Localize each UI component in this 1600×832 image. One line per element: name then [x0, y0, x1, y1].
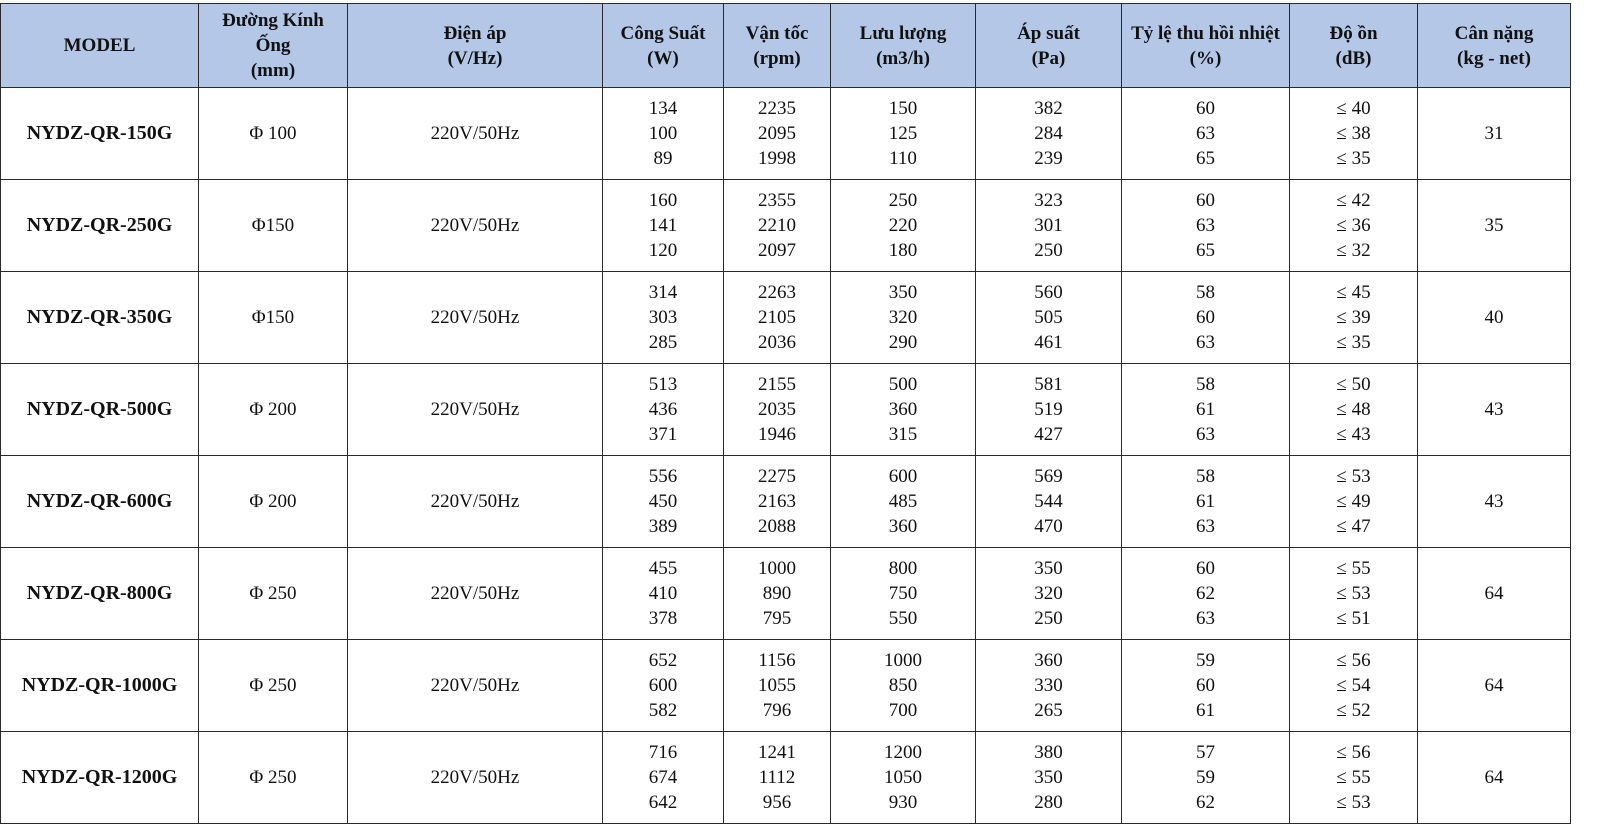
header-line: Lưu lượng [859, 22, 947, 44]
speed-cell-value: 2210 [758, 215, 796, 236]
speed-cell-value: 2155 [758, 374, 796, 395]
header-voltage [348, 4, 603, 88]
airflow-cell [831, 364, 976, 456]
heat-recovery-cell-value: 61 [1196, 700, 1215, 721]
weight-cell: 31 [1418, 88, 1571, 180]
speed-cell-value: 2263 [758, 282, 796, 303]
speed-cell-value: 1241 [758, 742, 796, 763]
heat-recovery-cell [1122, 180, 1290, 272]
model-cell: NYDZ-QR-600G [1, 456, 199, 548]
table-row [1, 272, 1571, 364]
noise-cell [1290, 272, 1418, 364]
speed-cell [724, 180, 831, 272]
header-line: (dB) [1335, 47, 1372, 69]
power-cell-value: 455 [648, 558, 678, 579]
diameter-cell: Φ 200 [199, 364, 348, 456]
diameter-cell: Φ 100 [199, 88, 348, 180]
pressure-cell-value: 350 [1034, 767, 1063, 788]
airflow-cell [831, 640, 976, 732]
model-cell: NYDZ-QR-1000G [1, 640, 199, 732]
pressure-cell-value: 569 [1034, 466, 1063, 487]
header-airflow [831, 4, 976, 88]
header-line: Điện áp [443, 22, 507, 44]
power-cell-value: 160 [648, 190, 678, 211]
noise-cell [1290, 456, 1418, 548]
header-line: Đường Kính [222, 10, 324, 31]
pressure-cell-value: 505 [1034, 307, 1063, 328]
airflow-cell-value: 500 [888, 374, 918, 395]
diameter-cell: Φ 200 [199, 456, 348, 548]
power-cell-value: 716 [648, 742, 678, 763]
pressure-cell-value: 380 [1034, 742, 1063, 763]
noise-cell-value: ≤ 42 [1336, 190, 1371, 211]
noise-cell [1290, 732, 1418, 824]
heat-recovery-cell-value: 60 [1196, 190, 1215, 211]
voltage-cell: 220V/50Hz [348, 732, 603, 824]
heat-recovery-cell-value: 63 [1196, 123, 1215, 144]
header-row [1, 4, 1571, 88]
table-row [1, 640, 1571, 732]
noise-cell [1290, 88, 1418, 180]
speed-cell-value: 2275 [758, 466, 796, 487]
power-cell-value: 371 [648, 424, 678, 445]
power-cell-value: 378 [648, 608, 678, 629]
model-cell: NYDZ-QR-250G [1, 180, 199, 272]
noise-cell-value: ≤ 36 [1336, 215, 1371, 236]
heat-recovery-cell [1122, 456, 1290, 548]
power-cell-value: 642 [648, 792, 678, 813]
speed-cell-value: 1055 [758, 675, 796, 696]
header-line: Cân nặng [1454, 22, 1534, 44]
power-cell [603, 364, 724, 456]
pressure-cell-value: 350 [1034, 558, 1063, 579]
voltage-cell: 220V/50Hz [348, 88, 603, 180]
pressure-cell-value: 280 [1034, 792, 1063, 813]
pressure-cell-value: 544 [1034, 491, 1063, 512]
speed-cell-value: 2163 [758, 491, 796, 512]
noise-cell-value: ≤ 56 [1336, 650, 1371, 671]
model-cell: NYDZ-QR-350G [1, 272, 199, 364]
speed-cell [724, 548, 831, 640]
speed-cell-value: 2088 [758, 516, 796, 537]
diameter-cell: Φ 250 [199, 732, 348, 824]
airflow-cell-value: 150 [888, 98, 918, 119]
noise-cell-value: ≤ 56 [1336, 742, 1371, 763]
header-line: Tỷ lệ thu hồi nhiệt [1131, 22, 1280, 44]
header-line: MODEL [63, 35, 136, 56]
noise-cell-value: ≤ 39 [1336, 307, 1371, 328]
noise-cell [1290, 364, 1418, 456]
airflow-cell [831, 732, 976, 824]
noise-cell-value: ≤ 55 [1336, 558, 1371, 579]
header-line: (m3/h) [876, 47, 930, 69]
pressure-cell-value: 427 [1034, 424, 1063, 445]
airflow-cell-value: 125 [888, 123, 918, 144]
speed-cell-value: 1000 [758, 558, 796, 579]
heat-recovery-cell-value: 62 [1196, 583, 1215, 604]
heat-recovery-cell-value: 60 [1196, 675, 1215, 696]
speed-cell-value: 1112 [758, 767, 796, 788]
noise-cell [1290, 180, 1418, 272]
speed-cell [724, 640, 831, 732]
noise-cell [1290, 640, 1418, 732]
pressure-cell [976, 272, 1122, 364]
power-cell-value: 141 [648, 215, 678, 236]
pressure-cell-value: 284 [1034, 123, 1063, 144]
speed-cell-value: 2355 [758, 190, 796, 211]
pressure-cell-value: 360 [1034, 650, 1063, 671]
noise-cell-value: ≤ 43 [1336, 424, 1371, 445]
table-row [1, 456, 1571, 548]
pressure-cell-value: 461 [1034, 332, 1063, 353]
noise-cell-value: ≤ 48 [1336, 399, 1371, 420]
heat-recovery-cell-value: 60 [1196, 98, 1215, 119]
airflow-cell-value: 180 [888, 240, 918, 261]
noise-cell [1290, 548, 1418, 640]
header-diameter [199, 4, 348, 88]
pressure-cell-value: 250 [1034, 240, 1063, 261]
power-cell [603, 456, 724, 548]
diameter-cell: Φ150 [199, 272, 348, 364]
header-noise [1290, 4, 1418, 88]
model-cell: NYDZ-QR-150G [1, 88, 199, 180]
pressure-cell-value: 519 [1034, 399, 1063, 420]
voltage-cell: 220V/50Hz [348, 456, 603, 548]
spec-table [0, 3, 1571, 824]
airflow-cell-value: 600 [888, 466, 918, 487]
diameter-cell: Φ150 [199, 180, 348, 272]
heat-recovery-cell-value: 63 [1196, 516, 1215, 537]
airflow-cell-value: 290 [888, 332, 918, 353]
heat-recovery-cell-value: 63 [1196, 608, 1215, 629]
heat-recovery-cell-value: 65 [1196, 148, 1215, 169]
heat-recovery-cell-value: 58 [1196, 466, 1215, 487]
speed-cell-value: 890 [762, 583, 792, 604]
power-cell-value: 100 [648, 123, 678, 144]
pressure-cell-value: 470 [1034, 516, 1063, 537]
header-line: Áp suất [1017, 22, 1080, 44]
diameter-cell: Φ 250 [199, 548, 348, 640]
noise-cell-value: ≤ 55 [1336, 767, 1371, 788]
heat-recovery-cell-value: 62 [1196, 792, 1215, 813]
noise-cell-value: ≤ 52 [1336, 700, 1371, 721]
weight-cell: 64 [1418, 640, 1571, 732]
airflow-cell-value: 250 [888, 190, 918, 211]
model-cell: NYDZ-QR-1200G [1, 732, 199, 824]
heat-recovery-cell [1122, 272, 1290, 364]
heat-recovery-cell-value: 60 [1196, 558, 1215, 579]
header-line: Độ ồn [1329, 22, 1378, 44]
pressure-cell [976, 548, 1122, 640]
power-cell-value: 436 [648, 399, 678, 420]
speed-cell-value: 956 [762, 792, 792, 813]
pressure-cell-value: 330 [1034, 675, 1063, 696]
noise-cell-value: ≤ 38 [1336, 123, 1371, 144]
speed-cell-value: 2036 [758, 332, 796, 353]
weight-cell: 35 [1418, 180, 1571, 272]
power-cell-value: 410 [648, 583, 678, 604]
heat-recovery-cell-value: 57 [1196, 742, 1215, 763]
header-line: (rpm) [753, 47, 801, 69]
power-cell-value: 303 [648, 307, 678, 328]
airflow-cell-value: 220 [888, 215, 918, 236]
noise-cell-value: ≤ 35 [1336, 148, 1371, 169]
pressure-cell [976, 364, 1122, 456]
noise-cell-value: ≤ 47 [1336, 516, 1371, 537]
heat-recovery-cell-value: 61 [1196, 399, 1215, 420]
noise-cell-value: ≤ 53 [1336, 583, 1371, 604]
pressure-cell [976, 732, 1122, 824]
airflow-cell-value: 1200 [884, 742, 922, 763]
airflow-cell [831, 88, 976, 180]
pressure-cell-value: 239 [1034, 148, 1063, 169]
header-line: (W) [647, 47, 679, 69]
header-line: (Pa) [1031, 47, 1066, 69]
airflow-cell-value: 1000 [884, 650, 922, 671]
airflow-cell [831, 272, 976, 364]
power-cell-value: 89 [653, 148, 673, 169]
table-row [1, 364, 1571, 456]
noise-cell-value: ≤ 49 [1336, 491, 1371, 512]
airflow-cell-value: 550 [888, 608, 918, 629]
voltage-cell: 220V/50Hz [348, 548, 603, 640]
pressure-cell-value: 301 [1034, 215, 1063, 236]
header-line: (kg - net) [1457, 47, 1531, 69]
header-line: (mm) [250, 60, 296, 81]
airflow-cell [831, 456, 976, 548]
weight-cell: 64 [1418, 548, 1571, 640]
header-weight [1418, 4, 1571, 88]
voltage-cell: 220V/50Hz [348, 272, 603, 364]
speed-cell-value: 2097 [758, 240, 796, 261]
speed-cell [724, 456, 831, 548]
speed-cell-value: 795 [762, 608, 792, 629]
pressure-cell-value: 250 [1034, 608, 1063, 629]
airflow-cell-value: 930 [888, 792, 918, 813]
heat-recovery-cell-value: 58 [1196, 374, 1215, 395]
weight-cell: 43 [1418, 364, 1571, 456]
pressure-cell-value: 265 [1034, 700, 1063, 721]
table-row [1, 88, 1571, 180]
table-row [1, 548, 1571, 640]
airflow-cell-value: 315 [888, 424, 918, 445]
noise-cell-value: ≤ 35 [1336, 332, 1371, 353]
noise-cell-value: ≤ 54 [1336, 675, 1371, 696]
power-cell-value: 556 [648, 466, 678, 487]
heat-recovery-cell-value: 63 [1196, 215, 1215, 236]
airflow-cell [831, 180, 976, 272]
speed-cell-value: 2035 [758, 399, 796, 420]
speed-cell-value: 2105 [758, 307, 796, 328]
power-cell-value: 389 [648, 516, 678, 537]
power-cell-value: 314 [648, 282, 678, 303]
airflow-cell-value: 850 [888, 675, 918, 696]
speed-cell-value: 796 [762, 700, 792, 721]
noise-cell-value: ≤ 32 [1336, 240, 1371, 261]
weight-cell: 40 [1418, 272, 1571, 364]
power-cell-value: 600 [648, 675, 678, 696]
power-cell [603, 548, 724, 640]
table-body [1, 88, 1571, 824]
diameter-cell: Φ 250 [199, 640, 348, 732]
airflow-cell-value: 320 [888, 307, 918, 328]
heat-recovery-cell-value: 59 [1196, 767, 1215, 788]
speed-cell-value: 1156 [758, 650, 796, 671]
voltage-cell: 220V/50Hz [348, 364, 603, 456]
airflow-cell-value: 360 [888, 516, 918, 537]
pressure-cell [976, 640, 1122, 732]
heat-recovery-cell-value: 65 [1196, 240, 1215, 261]
header-line: (V/Hz) [447, 47, 503, 69]
heat-recovery-cell-value: 63 [1196, 332, 1215, 353]
power-cell-value: 674 [648, 767, 678, 788]
pressure-cell-value: 323 [1034, 190, 1063, 211]
speed-cell [724, 732, 831, 824]
header-line: Công Suất [620, 22, 706, 44]
noise-cell-value: ≤ 40 [1336, 98, 1371, 119]
header-power [603, 4, 724, 88]
table-row [1, 180, 1571, 272]
airflow-cell [831, 548, 976, 640]
airflow-cell-value: 350 [888, 282, 918, 303]
pressure-cell [976, 180, 1122, 272]
airflow-cell-value: 800 [888, 558, 918, 579]
pressure-cell [976, 456, 1122, 548]
model-cell: NYDZ-QR-800G [1, 548, 199, 640]
heat-recovery-cell [1122, 364, 1290, 456]
heat-recovery-cell-value: 61 [1196, 491, 1215, 512]
power-cell [603, 640, 724, 732]
heat-recovery-cell-value: 63 [1196, 424, 1215, 445]
speed-cell-value: 2235 [758, 98, 796, 119]
airflow-cell-value: 700 [888, 700, 918, 721]
speed-cell [724, 364, 831, 456]
model-cell: NYDZ-QR-500G [1, 364, 199, 456]
power-cell-value: 134 [648, 98, 678, 119]
table-row [1, 732, 1571, 824]
speed-cell-value: 2095 [758, 123, 796, 144]
noise-cell-value: ≤ 53 [1336, 466, 1371, 487]
pressure-cell-value: 320 [1034, 583, 1063, 604]
header-pressure [976, 4, 1122, 88]
header-heat-recovery [1122, 4, 1290, 88]
heat-recovery-cell [1122, 640, 1290, 732]
airflow-cell-value: 485 [888, 491, 918, 512]
header-line: Vận tốc [745, 22, 809, 44]
noise-cell-value: ≤ 50 [1336, 374, 1371, 395]
heat-recovery-cell [1122, 88, 1290, 180]
header-line: Ống [255, 35, 291, 56]
power-cell-value: 450 [648, 491, 678, 512]
noise-cell-value: ≤ 53 [1336, 792, 1371, 813]
power-cell [603, 88, 724, 180]
heat-recovery-cell [1122, 548, 1290, 640]
heat-recovery-cell-value: 58 [1196, 282, 1215, 303]
speed-cell-value: 1946 [758, 424, 796, 445]
power-cell-value: 652 [648, 650, 678, 671]
heat-recovery-cell-value: 59 [1196, 650, 1215, 671]
power-cell-value: 285 [648, 332, 678, 353]
weight-cell: 43 [1418, 456, 1571, 548]
noise-cell-value: ≤ 45 [1336, 282, 1371, 303]
power-cell-value: 513 [648, 374, 678, 395]
header-line: (%) [1189, 47, 1222, 69]
noise-cell-value: ≤ 51 [1336, 608, 1371, 629]
header-speed [724, 4, 831, 88]
voltage-cell: 220V/50Hz [348, 640, 603, 732]
speed-cell-value: 1998 [758, 148, 796, 169]
pressure-cell-value: 560 [1034, 282, 1063, 303]
speed-cell [724, 272, 831, 364]
weight-cell: 64 [1418, 732, 1571, 824]
header-model [1, 4, 199, 88]
pressure-cell-value: 382 [1034, 98, 1063, 119]
voltage-cell: 220V/50Hz [348, 180, 603, 272]
airflow-cell-value: 110 [889, 148, 917, 169]
airflow-cell-value: 360 [888, 399, 918, 420]
airflow-cell-value: 750 [888, 583, 918, 604]
speed-cell [724, 88, 831, 180]
pressure-cell [976, 88, 1122, 180]
power-cell-value: 120 [648, 240, 678, 261]
heat-recovery-cell-value: 60 [1196, 307, 1215, 328]
power-cell [603, 180, 724, 272]
power-cell [603, 272, 724, 364]
pressure-cell-value: 581 [1034, 374, 1063, 395]
heat-recovery-cell [1122, 732, 1290, 824]
airflow-cell-value: 1050 [884, 767, 922, 788]
power-cell-value: 582 [648, 700, 678, 721]
power-cell [603, 732, 724, 824]
